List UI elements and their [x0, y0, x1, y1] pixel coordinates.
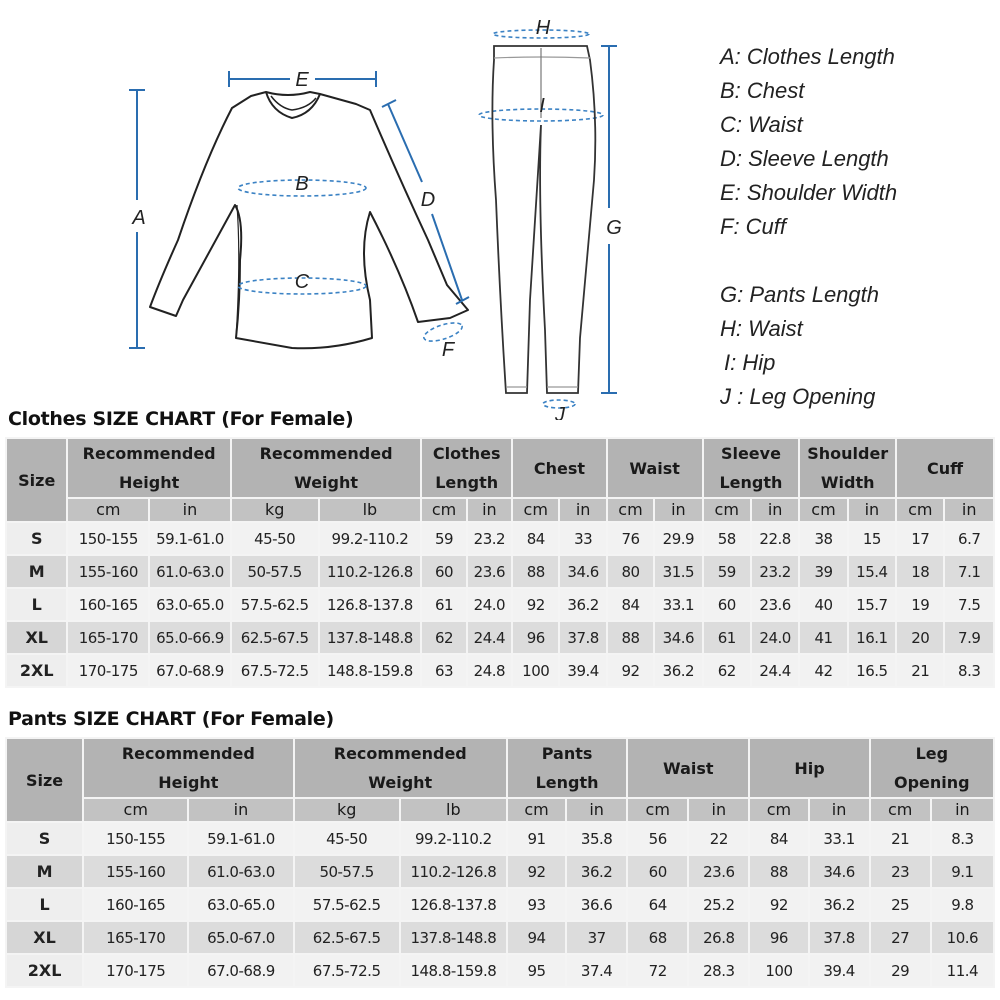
col-group-header: Recommended Height: [83, 738, 293, 798]
unit-header: in: [188, 798, 293, 822]
value-cell: 17: [896, 522, 944, 555]
value-cell: 23.6: [467, 555, 512, 588]
col-group-header: Shoulder Width: [799, 438, 896, 498]
size-cell: M: [6, 855, 83, 888]
value-cell: 35.8: [566, 822, 627, 855]
value-cell: 31.5: [654, 555, 702, 588]
unit-header: cm: [67, 498, 149, 522]
value-cell: 8.3: [931, 822, 994, 855]
value-cell: 60: [421, 555, 466, 588]
table-row: [6, 654, 994, 687]
value-cell: 16.1: [848, 621, 896, 654]
unit-header: cm: [83, 798, 188, 822]
value-cell: 38: [799, 522, 847, 555]
value-cell: 67.5-72.5: [294, 954, 400, 987]
label-B: B: [295, 173, 309, 195]
value-cell: 88: [749, 855, 808, 888]
value-cell: 15.7: [848, 588, 896, 621]
value-cell: 8.3: [944, 654, 994, 687]
table-row: [6, 822, 994, 855]
value-cell: 165-170: [67, 621, 149, 654]
size-cell: S: [6, 822, 83, 855]
col-group-header: Pants Length: [507, 738, 627, 798]
value-cell: 24.0: [751, 621, 799, 654]
label-D: D: [420, 189, 436, 211]
size-cell: L: [6, 588, 67, 621]
col-group-header: Waist: [607, 438, 703, 498]
value-cell: 28.3: [688, 954, 749, 987]
value-cell: 150-155: [67, 522, 149, 555]
group-header-row: [6, 438, 994, 498]
legend-gap: [720, 244, 897, 278]
value-cell: 25.2: [688, 888, 749, 921]
value-cell: 37: [566, 921, 627, 954]
unit-header: cm: [627, 798, 688, 822]
col-group-header: Cuff: [896, 438, 994, 498]
value-cell: 92: [512, 588, 559, 621]
value-cell: 7.9: [944, 621, 994, 654]
value-cell: 18: [896, 555, 944, 588]
value-cell: 62.5-67.5: [231, 621, 319, 654]
value-cell: 93: [507, 888, 566, 921]
value-cell: 63.0-65.0: [149, 588, 231, 621]
unit-header: cm: [703, 498, 751, 522]
unit-header: in: [931, 798, 994, 822]
sleeve-length-line: [388, 104, 422, 182]
value-cell: 99.2-110.2: [319, 522, 422, 555]
value-cell: 67.5-72.5: [231, 654, 319, 687]
value-cell: 62.5-67.5: [294, 921, 400, 954]
size-header: Size: [6, 438, 67, 522]
value-cell: 39.4: [559, 654, 606, 687]
value-cell: 10.6: [931, 921, 994, 954]
label-E: E: [295, 69, 309, 91]
value-cell: 24.4: [467, 621, 512, 654]
value-cell: 9.8: [931, 888, 994, 921]
col-group-header: Leg Opening: [870, 738, 994, 798]
value-cell: 148.8-159.8: [319, 654, 422, 687]
table-row: [6, 621, 994, 654]
table-row: [6, 855, 994, 888]
value-cell: 36.2: [566, 855, 627, 888]
value-cell: 22.8: [751, 522, 799, 555]
value-cell: 59: [703, 555, 751, 588]
value-cell: 36.2: [809, 888, 870, 921]
label-I: I: [539, 95, 545, 117]
value-cell: 110.2-126.8: [400, 855, 507, 888]
value-cell: 160-165: [83, 888, 188, 921]
value-cell: 50-57.5: [231, 555, 319, 588]
col-group-header: Recommended Weight: [231, 438, 422, 498]
value-cell: 100: [512, 654, 559, 687]
value-cell: 37.8: [809, 921, 870, 954]
col-group-header: Sleeve Length: [703, 438, 800, 498]
value-cell: 16.5: [848, 654, 896, 687]
value-cell: 29.9: [654, 522, 702, 555]
value-cell: 160-165: [67, 588, 149, 621]
value-cell: 15.4: [848, 555, 896, 588]
value-cell: 62: [421, 621, 466, 654]
value-cell: 21: [870, 822, 931, 855]
unit-header: cm: [896, 498, 944, 522]
value-cell: 36.6: [566, 888, 627, 921]
value-cell: 56: [627, 822, 688, 855]
value-cell: 170-175: [67, 654, 149, 687]
size-cell: 2XL: [6, 954, 83, 987]
value-cell: 50-57.5: [294, 855, 400, 888]
value-cell: 42: [799, 654, 847, 687]
value-cell: 64: [627, 888, 688, 921]
value-cell: 59.1-61.0: [188, 822, 293, 855]
table-row: [6, 522, 994, 555]
top-illustration: [150, 92, 468, 348]
value-cell: 11.4: [931, 954, 994, 987]
value-cell: 148.8-159.8: [400, 954, 507, 987]
value-cell: 22: [688, 822, 749, 855]
value-cell: 95: [507, 954, 566, 987]
legend-item: A: Clothes Length: [720, 44, 895, 69]
table-row: [6, 954, 994, 987]
unit-header: lb: [319, 498, 422, 522]
pants-size-table: [5, 737, 995, 988]
value-cell: 61: [421, 588, 466, 621]
value-cell: 21: [896, 654, 944, 687]
value-cell: 92: [749, 888, 808, 921]
value-cell: 137.8-148.8: [319, 621, 422, 654]
group-header-row: [6, 738, 994, 798]
value-cell: 94: [507, 921, 566, 954]
value-cell: 57.5-62.5: [294, 888, 400, 921]
unit-header: in: [848, 498, 896, 522]
value-cell: 96: [512, 621, 559, 654]
unit-header: lb: [400, 798, 507, 822]
value-cell: 36.2: [654, 654, 702, 687]
value-cell: 34.6: [559, 555, 606, 588]
value-cell: 33: [559, 522, 606, 555]
clothes-size-table: [5, 437, 995, 688]
value-cell: 40: [799, 588, 847, 621]
unit-header-row: [6, 798, 994, 822]
col-group-header: Hip: [749, 738, 869, 798]
value-cell: 155-160: [67, 555, 149, 588]
unit-header: kg: [294, 798, 400, 822]
value-cell: 84: [512, 522, 559, 555]
value-cell: 24.4: [751, 654, 799, 687]
value-cell: 34.6: [809, 855, 870, 888]
value-cell: 15: [848, 522, 896, 555]
unit-header: kg: [231, 498, 319, 522]
col-group-header: Recommended Height: [67, 438, 230, 498]
value-cell: 23.2: [751, 555, 799, 588]
value-cell: 65.0-66.9: [149, 621, 231, 654]
value-cell: 23.6: [688, 855, 749, 888]
value-cell: 61.0-63.0: [149, 555, 231, 588]
size-cell: 2XL: [6, 654, 67, 687]
unit-header: in: [467, 498, 512, 522]
label-A: A: [132, 207, 146, 229]
measurement-legend: [720, 40, 897, 414]
unit-header: in: [688, 798, 749, 822]
unit-header: in: [566, 798, 627, 822]
value-cell: 61: [703, 621, 751, 654]
garment-diagram: [0, 0, 700, 420]
value-cell: 110.2-126.8: [319, 555, 422, 588]
value-cell: 33.1: [809, 822, 870, 855]
value-cell: 170-175: [83, 954, 188, 987]
value-cell: 137.8-148.8: [400, 921, 507, 954]
size-cell: XL: [6, 921, 83, 954]
unit-header: in: [809, 798, 870, 822]
label-G: G: [606, 217, 622, 239]
value-cell: 20: [896, 621, 944, 654]
value-cell: 84: [749, 822, 808, 855]
value-cell: 23.2: [467, 522, 512, 555]
value-cell: 45-50: [231, 522, 319, 555]
label-F: F: [441, 339, 455, 361]
unit-header: cm: [607, 498, 654, 522]
legend-item: D: Sleeve Length: [720, 146, 889, 171]
legend-item: I: Hip: [724, 350, 776, 375]
value-cell: 6.7: [944, 522, 994, 555]
value-cell: 45-50: [294, 822, 400, 855]
value-cell: 58: [703, 522, 751, 555]
table-row: [6, 888, 994, 921]
measure-ellipses: [238, 30, 603, 408]
value-cell: 165-170: [83, 921, 188, 954]
value-cell: 41: [799, 621, 847, 654]
value-cell: 62: [703, 654, 751, 687]
value-cell: 92: [507, 855, 566, 888]
table-row: [6, 588, 994, 621]
unit-header: cm: [799, 498, 847, 522]
value-cell: 24.0: [467, 588, 512, 621]
value-cell: 7.1: [944, 555, 994, 588]
unit-header: in: [559, 498, 606, 522]
unit-header-row: [6, 498, 994, 522]
value-cell: 63.0-65.0: [188, 888, 293, 921]
value-cell: 84: [607, 588, 654, 621]
value-cell: 59: [421, 522, 466, 555]
value-cell: 59.1-61.0: [149, 522, 231, 555]
value-cell: 26.8: [688, 921, 749, 954]
value-cell: 39: [799, 555, 847, 588]
label-C: C: [294, 271, 310, 293]
value-cell: 25: [870, 888, 931, 921]
value-cell: 60: [627, 855, 688, 888]
value-cell: 72: [627, 954, 688, 987]
value-cell: 91: [507, 822, 566, 855]
value-cell: 65.0-67.0: [188, 921, 293, 954]
unit-header: in: [654, 498, 702, 522]
legend-item: F: Cuff: [720, 214, 787, 239]
legend-item: J : Leg Opening: [720, 384, 876, 409]
col-group-header: Recommended Weight: [294, 738, 507, 798]
value-cell: 126.8-137.8: [319, 588, 422, 621]
legend-item: E: Shoulder Width: [720, 180, 898, 205]
size-cell: M: [6, 555, 67, 588]
value-cell: 34.6: [654, 621, 702, 654]
value-cell: 37.4: [566, 954, 627, 987]
value-cell: 57.5-62.5: [231, 588, 319, 621]
unit-header: cm: [512, 498, 559, 522]
value-cell: 150-155: [83, 822, 188, 855]
value-cell: 36.2: [559, 588, 606, 621]
legend-item: H: Waist: [720, 316, 803, 341]
size-cell: L: [6, 888, 83, 921]
value-cell: 68: [627, 921, 688, 954]
unit-header: cm: [749, 798, 808, 822]
value-cell: 100: [749, 954, 808, 987]
value-cell: 29: [870, 954, 931, 987]
unit-header: cm: [421, 498, 466, 522]
clothes-chart-title: Clothes SIZE CHART (For Female): [8, 408, 354, 430]
table-row: [6, 555, 994, 588]
legend-item: B: Chest: [720, 78, 805, 103]
value-cell: 61.0-63.0: [188, 855, 293, 888]
value-cell: 92: [607, 654, 654, 687]
value-cell: 99.2-110.2: [400, 822, 507, 855]
col-group-header: Chest: [512, 438, 607, 498]
value-cell: 60: [703, 588, 751, 621]
value-cell: 76: [607, 522, 654, 555]
value-cell: 126.8-137.8: [400, 888, 507, 921]
value-cell: 37.8: [559, 621, 606, 654]
legend-item: C: Waist: [720, 112, 803, 137]
col-group-header: Clothes Length: [421, 438, 512, 498]
value-cell: 39.4: [809, 954, 870, 987]
unit-header: cm: [507, 798, 566, 822]
label-J: J: [555, 404, 565, 420]
legend-item: G: Pants Length: [720, 282, 879, 307]
value-cell: 80: [607, 555, 654, 588]
unit-header: in: [751, 498, 799, 522]
value-cell: 88: [607, 621, 654, 654]
value-cell: 155-160: [83, 855, 188, 888]
value-cell: 7.5: [944, 588, 994, 621]
value-cell: 33.1: [654, 588, 702, 621]
size-header: Size: [6, 738, 83, 822]
label-H: H: [535, 17, 551, 39]
unit-header: in: [944, 498, 994, 522]
value-cell: 67.0-68.9: [149, 654, 231, 687]
size-cell: S: [6, 522, 67, 555]
size-cell: XL: [6, 621, 67, 654]
value-cell: 67.0-68.9: [188, 954, 293, 987]
value-cell: 19: [896, 588, 944, 621]
col-group-header: Waist: [627, 738, 749, 798]
value-cell: 27: [870, 921, 931, 954]
value-cell: 9.1: [931, 855, 994, 888]
value-cell: 88: [512, 555, 559, 588]
value-cell: 24.8: [467, 654, 512, 687]
value-cell: 96: [749, 921, 808, 954]
value-cell: 63: [421, 654, 466, 687]
unit-header: in: [149, 498, 231, 522]
pants-chart-title: Pants SIZE CHART (For Female): [8, 708, 334, 730]
value-cell: 23.6: [751, 588, 799, 621]
unit-header: cm: [870, 798, 931, 822]
value-cell: 23: [870, 855, 931, 888]
table-row: [6, 921, 994, 954]
